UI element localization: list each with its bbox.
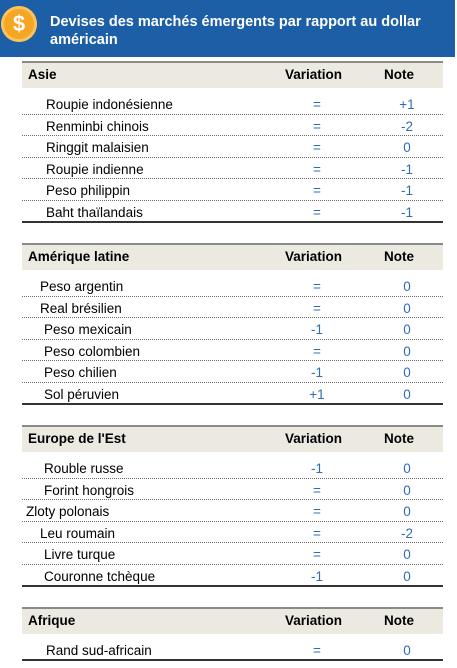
currency-name: Couronne tchèque: [44, 569, 156, 584]
note-value: -2: [400, 118, 413, 134]
section-header: [22, 61, 443, 88]
variation-value: =: [313, 525, 321, 541]
section-header: [22, 425, 443, 452]
variation-value: =: [313, 279, 321, 294]
dollar-coin-icon: $: [1, 6, 37, 42]
column-header-note: Note: [384, 613, 414, 628]
note-value: -1: [400, 205, 413, 220]
column-header-note: Note: [384, 249, 414, 264]
variation-value: -1: [310, 461, 323, 476]
table-row: [22, 479, 443, 501]
table-title: Devises des marchés émergents par rapport au dollar américain: [50, 14, 421, 48]
section-header: [22, 243, 443, 270]
note-value: +1: [399, 97, 415, 112]
column-header-note: Note: [384, 431, 414, 446]
table-row: [22, 361, 443, 383]
variation-value: -1: [310, 365, 323, 381]
variation-value: =: [313, 140, 321, 156]
currency-name: Peso colombien: [44, 343, 141, 359]
section-title: Amérique latine: [28, 249, 130, 264]
table-row: [22, 522, 443, 544]
column-header-variation: Variation: [285, 613, 343, 628]
section-title: Asie: [28, 67, 57, 82]
section-header: [22, 607, 443, 634]
note-value: 0: [403, 140, 411, 156]
currency-name: Livre turque: [44, 547, 116, 563]
table-row: [22, 158, 443, 180]
note-value: 0: [403, 547, 411, 563]
variation-value: =: [313, 547, 321, 563]
currency-name: Rouble russe: [44, 461, 124, 476]
table-row: [22, 93, 443, 115]
section-title: Afrique: [28, 613, 76, 628]
note-value: 0: [403, 482, 411, 498]
note-value: 0: [403, 504, 411, 520]
currency-name: Forint hongrois: [44, 482, 135, 498]
table-row: [22, 318, 443, 340]
currency-name: Roupie indienne: [46, 161, 144, 177]
table-row: [22, 340, 443, 362]
currency-name: Zloty polonais: [26, 504, 110, 520]
table-header-banner: [0, 0, 455, 57]
variation-value: =: [313, 643, 321, 658]
table-row: [22, 201, 443, 223]
variation-value: =: [313, 343, 321, 359]
table-row: [22, 297, 443, 319]
variation-value: =: [313, 97, 321, 112]
table-row: [22, 383, 443, 405]
currency-name: Peso philippin: [46, 183, 131, 199]
variation-value: -1: [310, 322, 323, 338]
currency-name: Ringgit malaisien: [46, 140, 149, 156]
column-header-variation: Variation: [285, 249, 343, 264]
note-value: -1: [400, 161, 413, 177]
table-row: [22, 543, 443, 565]
currency-name: Renminbi chinois: [46, 118, 149, 134]
column-header-variation: Variation: [285, 431, 343, 446]
table-row: [22, 639, 443, 661]
currency-name: Sol péruvien: [44, 387, 120, 402]
note-value: 0: [403, 569, 411, 584]
note-value: 0: [403, 300, 411, 316]
currency-name: Peso chilien: [44, 365, 117, 381]
variation-value: =: [313, 504, 321, 520]
variation-value: =: [313, 300, 321, 316]
note-value: 0: [403, 387, 411, 402]
note-value: 0: [403, 461, 411, 476]
variation-value: =: [313, 118, 321, 134]
column-header-variation: Variation: [285, 67, 343, 82]
variation-value: +1: [309, 387, 325, 402]
currency-name: Peso argentin: [40, 279, 124, 294]
currency-name: Baht thaïlandais: [46, 205, 143, 220]
section-title: Europe de l'Est: [28, 431, 126, 446]
currency-name: Real brésilien: [40, 300, 122, 316]
note-value: -2: [400, 525, 413, 541]
currency-name: Leu roumain: [40, 525, 116, 541]
variation-value: -1: [310, 569, 323, 584]
column-header-note: Note: [384, 67, 414, 82]
table-row: [22, 275, 443, 297]
note-value: 0: [403, 279, 411, 294]
variation-value: =: [313, 161, 321, 177]
table-row: [22, 565, 443, 587]
note-value: -1: [400, 183, 413, 199]
currency-name: Roupie indonésienne: [46, 97, 173, 112]
table-row: [22, 115, 443, 137]
note-value: 0: [403, 343, 411, 359]
variation-value: =: [313, 205, 321, 220]
note-value: 0: [403, 365, 411, 381]
variation-value: =: [313, 183, 321, 199]
currency-name: Peso mexicain: [44, 322, 132, 338]
currency-name: Rand sud-africain: [46, 643, 152, 658]
table-row: [22, 179, 443, 201]
table-row: [22, 136, 443, 158]
note-value: 0: [403, 643, 411, 658]
note-value: 0: [403, 322, 411, 338]
table-row: [22, 457, 443, 479]
variation-value: =: [313, 482, 321, 498]
table-row: [22, 500, 443, 522]
